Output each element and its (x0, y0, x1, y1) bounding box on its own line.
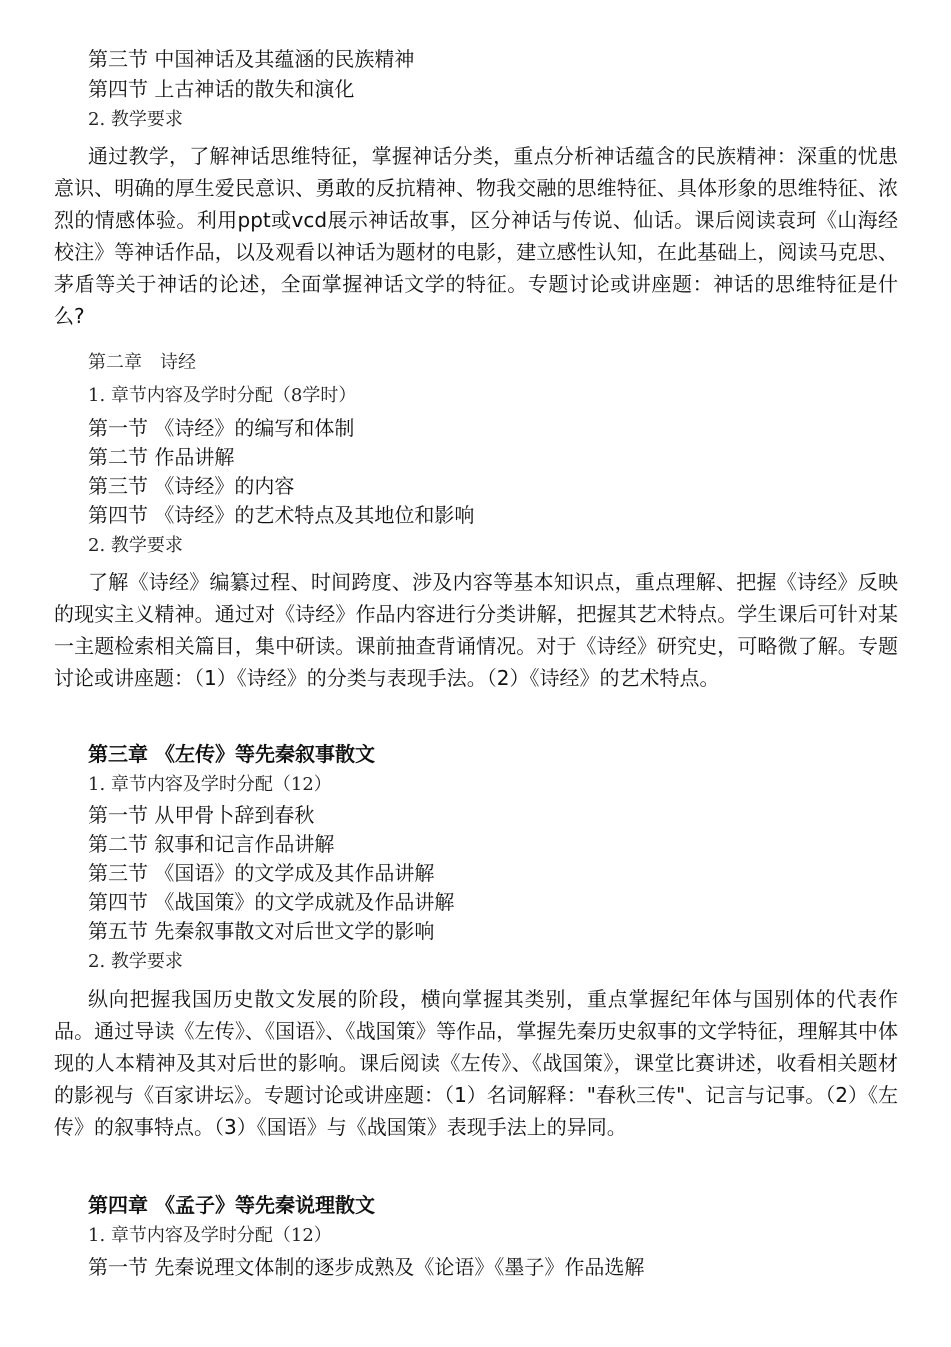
chapter-heading: 第三章 《左传》等先秦叙事散文 (88, 742, 375, 766)
section-heading: 第二节 叙事和记言作品讲解 (88, 832, 335, 856)
subsection-label: 1. 章节内容及学时分配（12） (88, 774, 332, 795)
section-heading: 第三节 中国神话及其蕴涵的民族精神 (88, 47, 415, 71)
section-heading: 第一节 从甲骨卜辞到春秋 (88, 803, 315, 827)
body-paragraph: 纵向把握我国历史散文发展的阶段，横向掌握其类别，重点掌握纪年体与国别体的代表作品。通过导读《左传》、《国语》、《战国策》等作品，掌握先秦历史叙事的文学特征，理解其中体现的人本精神及其对后世的影响。课后阅读《左传》、《战国策》，课堂比赛讲述，收看相关题材的影视与《百家讲坛》。专题讨论或讲座题：（1）名词解释："春秋三传"、记言与记事。（2）《左传》的叙事特点。（3）《国语》与《战国策》表现手法上的异同。 (54, 987, 898, 1139)
section-heading: 第三节 《诗经》的内容 (88, 474, 295, 498)
section-heading: 第二节 作品讲解 (88, 445, 235, 469)
chapter-heading: 第四章 《孟子》等先秦说理散文 (88, 1193, 375, 1217)
section-heading: 第四节 《战国策》的文学成就及作品讲解 (88, 890, 455, 914)
subsection-label: 2. 教学要求 (88, 109, 183, 130)
section-heading: 第一节 《诗经》的编写和体制 (88, 416, 355, 440)
subsection-label: 1. 章节内容及学时分配（8学时） (88, 385, 357, 406)
subsection-label: 2. 教学要求 (88, 535, 183, 556)
body-paragraph: 通过教学，了解神话思维特征，掌握神话分类，重点分析神话蕴含的民族精神：深重的忧患意识、明确的厚生爱民意识、勇敢的反抗精神、物我交融的思维特征、具体形象的思维特征、浓烈的情感体验。利用ppt或vcd展示神话故事，区分神话与传说、仙话。课后阅读袁珂《山海经校注》等神话作品，以及观看以神话为题材的电影，建立感性认知，在此基础上，阅读马克思、茅盾等关于神话的论述，全面掌握神话文学的特征。专题讨论或讲座题：神话的思维特征是什么? (54, 144, 898, 328)
section-heading: 第三节 《国语》的文学成及其作品讲解 (88, 861, 435, 885)
subsection-label: 2. 教学要求 (88, 951, 183, 972)
section-heading: 第五节 先秦叙事散文对后世文学的影响 (88, 919, 435, 943)
section-heading: 第四节 《诗经》的艺术特点及其地位和影响 (88, 503, 475, 527)
subsection-label: 1. 章节内容及学时分配（12） (88, 1225, 332, 1246)
chapter-heading: 第二章 诗经 (88, 352, 196, 373)
body-paragraph: 了解《诗经》编纂过程、时间跨度、涉及内容等基本知识点，重点理解、把握《诗经》反映的现实主义精神。通过对《诗经》作品内容进行分类讲解，把握其艺术特点。学生课后可针对某一主题检索相关篇目，集中研读。课前抽查背诵情况。对于《诗经》研究史，可略微了解。专题讨论或讲座题：（1）《诗经》的分类与表现手法。（2）《诗经》的艺术特点。 (54, 570, 898, 690)
section-heading: 第一节 先秦说理文体制的逐步成熟及《论语》《墨子》作品选解 (88, 1255, 645, 1279)
section-heading: 第四节 上古神话的散失和演化 (88, 77, 355, 101)
